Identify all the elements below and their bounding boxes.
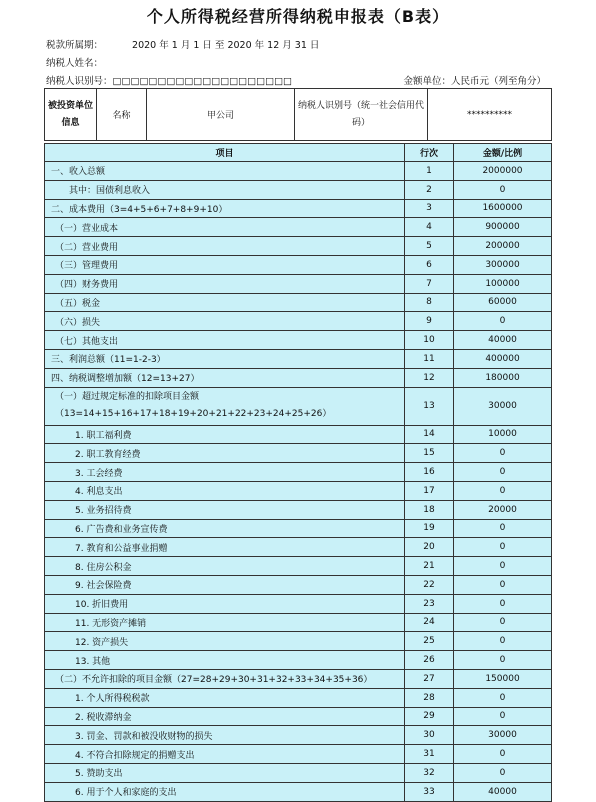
row-amount: 0 xyxy=(454,651,552,670)
row-amount: 0 xyxy=(454,481,552,500)
row-number: 28 xyxy=(405,688,454,707)
row-item-label: 10. 折旧费用 xyxy=(45,594,405,613)
row-amount: 180000 xyxy=(454,368,552,387)
table-row xyxy=(45,500,552,519)
row-amount: 0 xyxy=(454,444,552,463)
row-item-label: （一）营业成本 xyxy=(45,218,405,237)
row-number: 12 xyxy=(405,368,454,387)
column-header-amount: 金额/比例 xyxy=(454,144,552,162)
row-item-label-line1: （一）超过规定标准的扣除项目金额 xyxy=(55,392,200,403)
table-row xyxy=(45,613,552,632)
row-amount: 0 xyxy=(454,688,552,707)
row-amount: 150000 xyxy=(454,669,552,688)
tax-period-value: 2020 年 1 月 1 日 至 2020 年 12 月 31 日 xyxy=(132,40,320,51)
table-row xyxy=(45,162,552,181)
table-row xyxy=(45,463,552,482)
form-title: 个人所得税经营所得纳税申报表（B表） xyxy=(146,7,450,26)
table-row xyxy=(45,726,552,745)
row-number: 23 xyxy=(405,594,454,613)
row-item-label: 6. 用于个人和家庭的支出 xyxy=(45,782,405,801)
taxpayer-id xyxy=(46,73,292,87)
row-item-label xyxy=(45,387,405,425)
row-item-label: 7. 教育和公益事业捐赠 xyxy=(45,538,405,557)
row-amount: 0 xyxy=(454,312,552,331)
table-row xyxy=(45,481,552,500)
row-item-label: 4. 利息支出 xyxy=(45,481,405,500)
row-number: 6 xyxy=(405,255,454,274)
row-amount: 40000 xyxy=(454,782,552,801)
row-amount: 0 xyxy=(454,557,552,576)
row-amount: 2000000 xyxy=(454,162,552,181)
row-item-label: （三）管理费用 xyxy=(45,255,405,274)
row-item-label: （二）不允许扣除的项目金额（27=28+29+30+31+32+33+34+35+36） xyxy=(45,669,405,688)
row-number: 21 xyxy=(405,557,454,576)
row-amount: 30000 xyxy=(454,387,552,425)
declaration-table xyxy=(44,143,552,802)
table-row xyxy=(45,368,552,387)
table-row xyxy=(45,349,552,368)
table-row xyxy=(45,669,552,688)
row-amount: 0 xyxy=(454,519,552,538)
table-row xyxy=(45,312,552,331)
table-row xyxy=(45,594,552,613)
investee-taxid-label: 纳税人识别号（统一社会信用代码） xyxy=(295,89,428,141)
row-amount: 60000 xyxy=(454,293,552,312)
row-number: 15 xyxy=(405,444,454,463)
row-item-label: 其中：国债利息收入 xyxy=(45,180,405,199)
row-amount: 30000 xyxy=(454,726,552,745)
row-amount: 400000 xyxy=(454,349,552,368)
column-header-item: 项目 xyxy=(45,144,405,162)
row-amount: 0 xyxy=(454,463,552,482)
table-row xyxy=(45,707,552,726)
row-amount: 0 xyxy=(454,745,552,764)
row-item-label: 四、纳税调整增加额（12=13+27） xyxy=(45,368,405,387)
table-row xyxy=(45,763,552,782)
row-number: 20 xyxy=(405,538,454,557)
row-item-label: 一、收入总额 xyxy=(45,162,405,181)
tax-period-label: 税款所属期： xyxy=(46,40,104,51)
row-number: 30 xyxy=(405,726,454,745)
table-row xyxy=(45,255,552,274)
row-item-label: 12. 资产损失 xyxy=(45,632,405,651)
table-row xyxy=(45,782,552,801)
row-item-label: 4. 不符合扣除规定的捐赠支出 xyxy=(45,745,405,764)
row-amount: 20000 xyxy=(454,500,552,519)
table-row xyxy=(45,575,552,594)
row-number: 14 xyxy=(405,425,454,444)
investee-name-label: 名称 xyxy=(97,89,147,141)
investee-info-label: 被投资单位信息 xyxy=(45,89,97,141)
table-row xyxy=(45,745,552,764)
row-item-label: 3. 工会经费 xyxy=(45,463,405,482)
row-amount: 0 xyxy=(454,763,552,782)
currency-unit: 金额单位：人民币元（列至角分） xyxy=(403,76,546,87)
row-item-label: （二）营业费用 xyxy=(45,237,405,256)
table-row xyxy=(45,651,552,670)
row-item-label: 6. 广告费和业务宣传费 xyxy=(45,519,405,538)
row-amount: 0 xyxy=(454,575,552,594)
table-row xyxy=(45,538,552,557)
row-number: 4 xyxy=(405,218,454,237)
table-row xyxy=(45,274,552,293)
row-item-label: 2. 职工教育经费 xyxy=(45,444,405,463)
table-row xyxy=(45,293,552,312)
row-number: 22 xyxy=(405,575,454,594)
taxpayer-name-label: 纳税人姓名： xyxy=(46,58,104,69)
row-number: 7 xyxy=(405,274,454,293)
row-number: 31 xyxy=(405,745,454,764)
tax-period xyxy=(46,37,319,51)
row-number: 18 xyxy=(405,500,454,519)
row-amount: 0 xyxy=(454,538,552,557)
row-item-label: （四）财务费用 xyxy=(45,274,405,293)
table-header-row xyxy=(45,144,552,162)
table-row xyxy=(45,387,552,425)
table-row xyxy=(45,425,552,444)
row-number: 29 xyxy=(405,707,454,726)
taxpayer-id-boxes: □□□□□□□□□□□□□□□□□□□□ xyxy=(112,76,293,87)
column-header-row-number: 行次 xyxy=(405,144,454,162)
table-row xyxy=(45,237,552,256)
row-number: 11 xyxy=(405,349,454,368)
row-item-label: 5. 业务招待费 xyxy=(45,500,405,519)
row-number: 13 xyxy=(405,387,454,425)
row-number: 2 xyxy=(405,180,454,199)
row-number: 24 xyxy=(405,613,454,632)
row-number: 9 xyxy=(405,312,454,331)
row-item-label: 8. 住房公积金 xyxy=(45,557,405,576)
table-row xyxy=(45,632,552,651)
table-row xyxy=(45,199,552,218)
row-amount: 100000 xyxy=(454,274,552,293)
row-item-label: 2. 税收滞纳金 xyxy=(45,707,405,726)
investee-info-table xyxy=(44,88,552,141)
row-number: 3 xyxy=(405,199,454,218)
taxpayer-id-label: 纳税人识别号： xyxy=(46,76,113,87)
row-item-label: 二、成本费用（3=4+5+6+7+8+9+10） xyxy=(45,199,405,218)
row-amount: 40000 xyxy=(454,331,552,350)
row-number: 26 xyxy=(405,651,454,670)
row-number: 32 xyxy=(405,763,454,782)
table-row xyxy=(45,331,552,350)
row-item-label: 13. 其他 xyxy=(45,651,405,670)
row-number: 5 xyxy=(405,237,454,256)
row-amount: 0 xyxy=(454,594,552,613)
row-number: 8 xyxy=(405,293,454,312)
row-amount: 0 xyxy=(454,632,552,651)
row-number: 19 xyxy=(405,519,454,538)
row-number: 27 xyxy=(405,669,454,688)
row-item-label: （六）损失 xyxy=(45,312,405,331)
row-amount: 900000 xyxy=(454,218,552,237)
row-item-label: 3. 罚金、罚款和被没收财物的损失 xyxy=(45,726,405,745)
table-row xyxy=(45,180,552,199)
row-amount: 0 xyxy=(454,180,552,199)
table-row xyxy=(45,519,552,538)
row-number: 25 xyxy=(405,632,454,651)
row-amount: 300000 xyxy=(454,255,552,274)
row-item-label: （五）税金 xyxy=(45,293,405,312)
row-amount: 10000 xyxy=(454,425,552,444)
investee-name-value: 甲公司 xyxy=(147,89,295,141)
row-amount: 1600000 xyxy=(454,199,552,218)
table-row xyxy=(45,218,552,237)
table-row xyxy=(45,688,552,707)
row-item-label: 11. 无形资产摊销 xyxy=(45,613,405,632)
row-item-label: 三、利润总额（11=1-2-3） xyxy=(45,349,405,368)
row-amount: 0 xyxy=(454,613,552,632)
investee-taxid-value: ********** xyxy=(428,89,552,141)
row-amount: 200000 xyxy=(454,237,552,256)
row-item-label: （七）其他支出 xyxy=(45,331,405,350)
row-number: 33 xyxy=(405,782,454,801)
row-item-label: 9. 社会保险费 xyxy=(45,575,405,594)
row-item-label-line2: （13=14+15+16+17+18+19+20+21+22+23+24+25+26） xyxy=(55,409,332,420)
row-number: 16 xyxy=(405,463,454,482)
row-item-label: 5. 赞助支出 xyxy=(45,763,405,782)
row-number: 1 xyxy=(405,162,454,181)
row-number: 17 xyxy=(405,481,454,500)
row-item-label: 1. 职工福利费 xyxy=(45,425,405,444)
row-item-label: 1. 个人所得税税款 xyxy=(45,688,405,707)
row-amount: 0 xyxy=(454,707,552,726)
table-row xyxy=(45,557,552,576)
row-number: 10 xyxy=(405,331,454,350)
table-row xyxy=(45,444,552,463)
